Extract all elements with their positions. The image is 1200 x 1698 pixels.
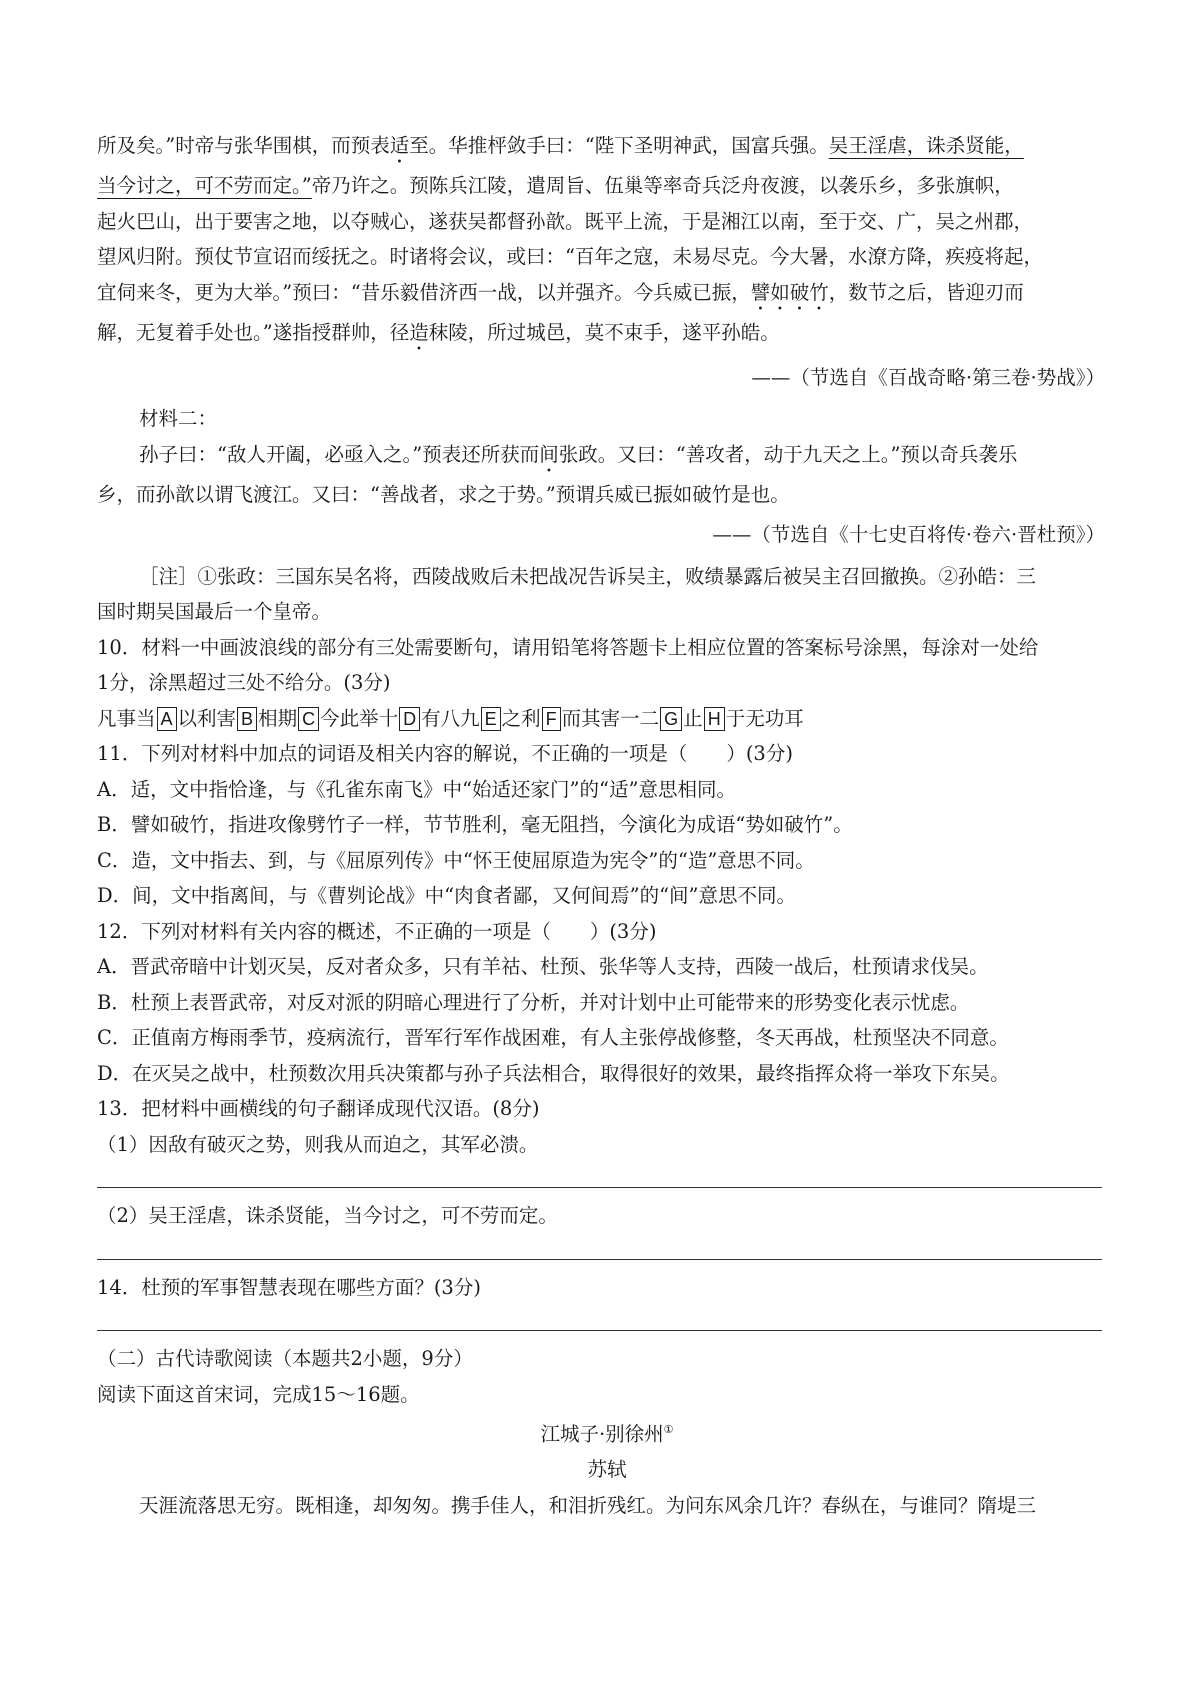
material1-line-4: 望风归附。预仗节宣诏而绥抚之。时诸将会议，或曰：“百年之寇，未易尽克。今大暑，水潦方降，疾疫将起， [97,245,1043,268]
mark-box-c[interactable]: C [298,707,319,731]
mark-box-f[interactable]: F [542,707,561,731]
material2-line-1: 孙子曰：“敌人开阖，必亟入之。”预表还所获而间张政。又曰：“善攻者，动于九天之上。”预以奇兵袭乐 [139,442,1018,466]
mark-box-g[interactable]: G [660,707,682,731]
poem-author: 苏轼 [587,1458,627,1481]
mark-box-a[interactable]: A [157,707,177,731]
material1-source: ——（节选自《百战奇略·第三卷·势战》） [751,365,1105,389]
q11-stem: 11．下列对材料中加点的词语及相关内容的解说，不正确的一项是（ ）(3分) [97,742,793,765]
section2-title: （二）古代诗歌阅读（本题共2小题，9分） [97,1347,473,1370]
q12-option-d[interactable]: D．在灭吴之战中，杜预数次用兵决策都与孙子兵法相合，取得很好的效果，最终指挥众将一举攻下东吴。 [97,1061,1010,1085]
q12-option-c[interactable]: C．正值南方梅雨季节，疫病流行，晋军行军作战困难，有人主张停战修整，冬天再战，杜预坚决不同意。 [97,1026,1009,1049]
q11-option-c[interactable]: C．造，文中指去、到，与《屈原列传》中“怀王使屈原造为宪令”的“造”意思不同。 [97,848,815,872]
poem-line-1: 天涯流落思无穷。既相逢，却匆匆。携手佳人，和泪折残红。为问东风余几许？春纵在，与谁同？隋堤三 [139,1493,1037,1517]
q13-answer-line-1[interactable] [97,1162,1102,1188]
q10-sentence: 凡事当 A 以利害 B 相期 C 今此举十 D 有八九 E 之利 F 而其害一二 G 止 H 于无功耳 [97,706,804,730]
q14-stem: 14．杜预的军事智慧表现在哪些方面？(3分) [97,1275,481,1299]
material1-line-5: 宜伺来冬，更为大举。”预曰：“昔乐毅借济西一战，以并强齐。今兵威已振，譬如破竹，数节之后，皆迎刃而 [97,280,1024,304]
q10-stem-1: 10．材料一中画波浪线的部分有三处需要断句，请用铅笔将答题卡上相应位置的答案标号涂黑，每涂对一处给 [97,635,1039,659]
q11-option-b[interactable]: B．譬如破竹，指进攻像劈竹子一样，节节胜利，毫无阻挡，今演化为成语“势如破竹”。 [97,813,853,836]
section2-instructions: 阅读下面这首宋词，完成15～16题。 [97,1382,420,1406]
footnote-marker: ① [663,1423,674,1436]
material1-line-6: 解，无复着手处也。”遂指授群帅，径造秣陵，所过城邑，莫不束手，遂平孙皓。 [97,320,780,344]
poem-title: 江城子·别徐州① [540,1422,674,1446]
q14-answer-line[interactable] [97,1305,1102,1331]
q12-option-a[interactable]: A．晋武帝暗中计划灭吴，反对者众多，只有羊祜、杜预、张华等人支持，西陵一战后，杜预请求伐吴。 [97,955,989,978]
q13-stem: 13．把材料中画横线的句子翻译成现代汉语。(8分) [97,1097,540,1120]
mark-box-d[interactable]: D [399,707,420,731]
note-line-2: 国时期吴国最后一个皇帝。 [97,600,332,623]
underlined-sentence: 吴王淫虐，诛杀贤能， [828,134,1024,157]
q13-sentence-1: （1）因敌有破灭之势，则我从而迫之，其军必溃。 [97,1132,539,1156]
q10-stem-2: 1分，涂黑超过三处不给分。(3分) [97,671,391,694]
material1-line-3: 起火巴山，出于要害之地，以夺贼心，遂获吴都督孙歆。既平上流，于是湘江以南，至于交、广，吴之州郡， [97,209,1034,233]
exam-page [97,128,1117,1523]
material2-title: 材料二： [139,407,218,430]
q11-option-d[interactable]: D．间，文中指离间，与《曹刿论战》中“肉食者鄙，又何间焉”的“间”意思不同。 [97,884,797,907]
mark-box-b[interactable]: B [237,707,257,731]
q13-sentence-2: （2）吴王淫虐，诛杀贤能，当今讨之，可不劳而定。 [97,1204,558,1227]
material2-line-2: 乡，而孙歆以谓飞渡江。又曰：“善战者，求之于势。”预谓兵威已振如破竹是也。 [97,482,790,506]
note-line-1: ［注］①张政：三国东吴名将，西陵战败后未把战况告诉吴主，败绩暴露后被吴主召回撤换。②孙皓：三 [139,564,1037,588]
mark-box-e[interactable]: E [481,707,501,731]
q11-option-a[interactable]: A．适，文中指恰逢，与《孔雀东南飞》中“始适还家门”的“适”意思相同。 [97,777,736,801]
q12-option-b[interactable]: B．杜预上表晋武帝，对反对派的阴暗心理进行了分析，并对计划中止可能带来的形势变化表示忧虑。 [97,990,970,1014]
q13-answer-line-2[interactable] [97,1234,1102,1260]
mark-box-h[interactable]: H [704,707,725,731]
material2-source: ——（节选自《十七史百将传·卷六·晋杜预》） [712,523,1105,546]
q12-stem: 12．下列对材料有关内容的概述，不正确的一项是（ ）(3分) [97,919,657,943]
material1-line-2: 当今讨之，可不劳而定。”帝乃许之。预陈兵江陵，遣周旨、伍巢等率奇兵泛舟夜渡，以袭乐乡，多张旗帜， [97,174,1014,197]
material1-line-1: 所及矣。”时帝与张华围棋，而预表适至。华推枰敛手曰：“陛下圣明神武，国富兵强。吴王淫虐，诛杀贤能， [97,134,1024,157]
